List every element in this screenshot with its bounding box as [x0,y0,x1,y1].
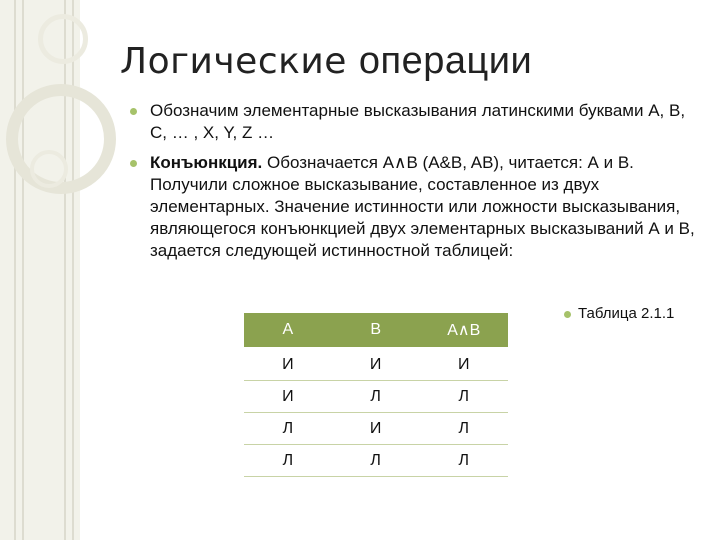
table-cell: И [282,355,294,373]
table-cell: И [369,419,382,437]
decor-line [64,0,66,540]
table-cell: И [458,355,470,373]
table-row [244,381,508,413]
decor-line [14,0,16,540]
bullet-item [124,152,704,262]
table-cell: Л [282,419,294,437]
table-header-row [244,313,508,348]
title-part2: операции [358,40,533,82]
table-cell: Л [370,451,381,469]
decor-circle [38,14,88,64]
title-part1: Логические [120,41,347,82]
decor-line [72,0,74,540]
bullet-dot-icon [564,311,571,318]
bullet-item [124,100,704,144]
decor-circle [30,150,68,188]
table-cell: Л [458,387,470,405]
table-header-cell: A [244,313,332,348]
decor-line [22,0,24,540]
page-title [120,40,532,83]
table-row [244,445,508,477]
table-header-cell: B [332,313,420,348]
table-row [244,348,508,381]
table-cell: И [369,355,382,373]
table-row [244,413,508,445]
table-cell: Л [458,419,470,437]
table-cell: И [282,387,294,405]
table-header-cell: A∧B [420,313,508,348]
table-cell: Л [458,451,470,469]
bullet-term: Конъюнкция. [150,153,263,172]
bullet-text: Обозначается A∧B (A&B, AB), читается: А и В. Получили сложное высказывание, составленное из двух элементарных. Значение истинности или ложности высказывания, являющегося конъюнкцией двух элементарных высказываний А и В, задается следующей истинностной таблицей: [150,153,695,260]
truth-table [244,313,508,477]
table-cell: Л [370,387,381,405]
caption-text: Таблица 2.1.1 [578,305,675,322]
bullet-dot-icon [130,108,137,115]
table-caption [578,305,674,322]
table-cell: Л [282,451,294,469]
bullet-dot-icon [130,160,137,167]
slide-content [124,100,704,270]
left-decor-band [0,0,80,540]
bullet-text: Обозначим элементарные высказывания латинскими буквами A, B, C, … , X, Y, Z … [150,101,686,142]
